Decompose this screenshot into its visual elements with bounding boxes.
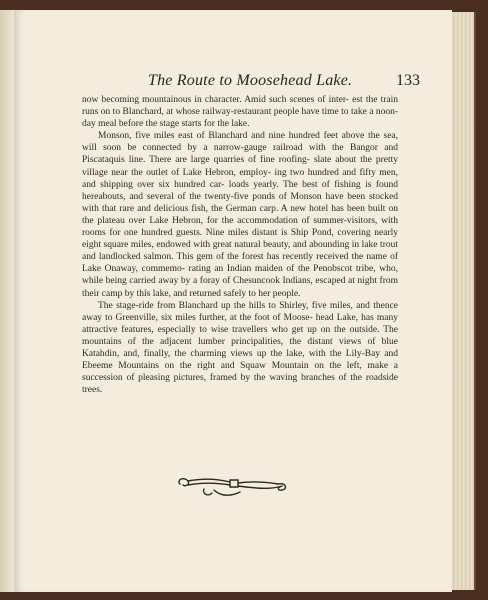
text-line: ing two hundred and fifty men, and shipping over six hundred car- — [82, 167, 399, 190]
text-line: Bangor and Piscataquis line. There are large quarries of fine roofing- — [82, 143, 398, 166]
text-line: away by a foray of Chesuncook Indians, escaped at night from their — [82, 276, 398, 299]
text-line: plateau over Lake Hebron, for the accommodation of summer-visitors, — [97, 215, 378, 226]
book-gutter — [0, 10, 14, 592]
text-line: principalities, the distant views of blue Katahdin, and, finally, the — [82, 336, 399, 359]
text-line: charming views up the lake, with the Lily-Bay and Ebeeme Mountains — [82, 348, 399, 372]
text-line: on the right and Squaw Mountain on the left, make a succession of — [82, 361, 399, 384]
paragraph-3 — [82, 300, 398, 397]
text-line: est the train runs on to Blanchard, at whose railway-restaurant people — [82, 95, 399, 118]
paragraph-2 — [82, 130, 398, 299]
text-line: head Lake, has many attractive features, especially to wise travellers — [82, 312, 398, 335]
book-page — [14, 10, 452, 592]
page-header — [74, 72, 420, 94]
text-line: the forest has recently received the name of Lake Onaway, commemo- — [82, 252, 398, 275]
text-line: and abounding in lake trout and landlocked salmon. This gem of — [82, 240, 399, 263]
text-line: who get up on the outside. The mountains of the adjacent lumber — [82, 324, 399, 347]
text-line: the sea, will soon be connected by a narrow-gauge railroad with the — [82, 131, 398, 154]
text-line: pleasing pictures, framed by the waving branches of the roadside trees. — [82, 373, 399, 396]
page-number: 133 — [396, 72, 420, 89]
text-line: lake. — [231, 119, 250, 130]
text-line: have time to take a noon-day meal before the stage starts for the — [82, 107, 398, 130]
text-line: slate about the pretty village near the outlet of Lake Hebron, employ- — [82, 155, 399, 178]
running-title: The Route to Moosehead Lake. — [148, 72, 353, 89]
text-line: now becoming mountainous in character. Amid such scenes of inter- — [82, 95, 349, 105]
body-text — [82, 94, 398, 396]
text-line: Monson, five miles east of Blanchard and nine hundred feet above — [98, 131, 365, 142]
text-line: loads yearly. The best of fishing is found hereabouts, and several of — [82, 179, 398, 202]
text-line: with rooms for one hundred guests. Nine miles distant is Ship Pond, — [82, 215, 398, 239]
text-line: the twenty-five ponds of Monson have been stocked with that rare and — [82, 191, 398, 214]
text-line: rating an Indian maiden of the Penobscot tribe, who, while being carried — [82, 264, 398, 287]
text-line: covering nearly eight square miles, endowed with great natural beauty, — [82, 228, 398, 251]
text-line: delicious fish, the German carp. A new hotel has been built on the — [82, 203, 398, 226]
text-line: The stage-ride from Blanchard up the hills to Shirley, five miles, — [98, 300, 353, 311]
text-line: camp by this lake, and returned safely to her people. — [101, 288, 301, 299]
scroll-ornament-icon — [174, 472, 292, 502]
text-line: and thence away to Greenville, six miles further, at the foot of Moose- — [82, 300, 399, 323]
paragraph-1 — [82, 94, 398, 130]
